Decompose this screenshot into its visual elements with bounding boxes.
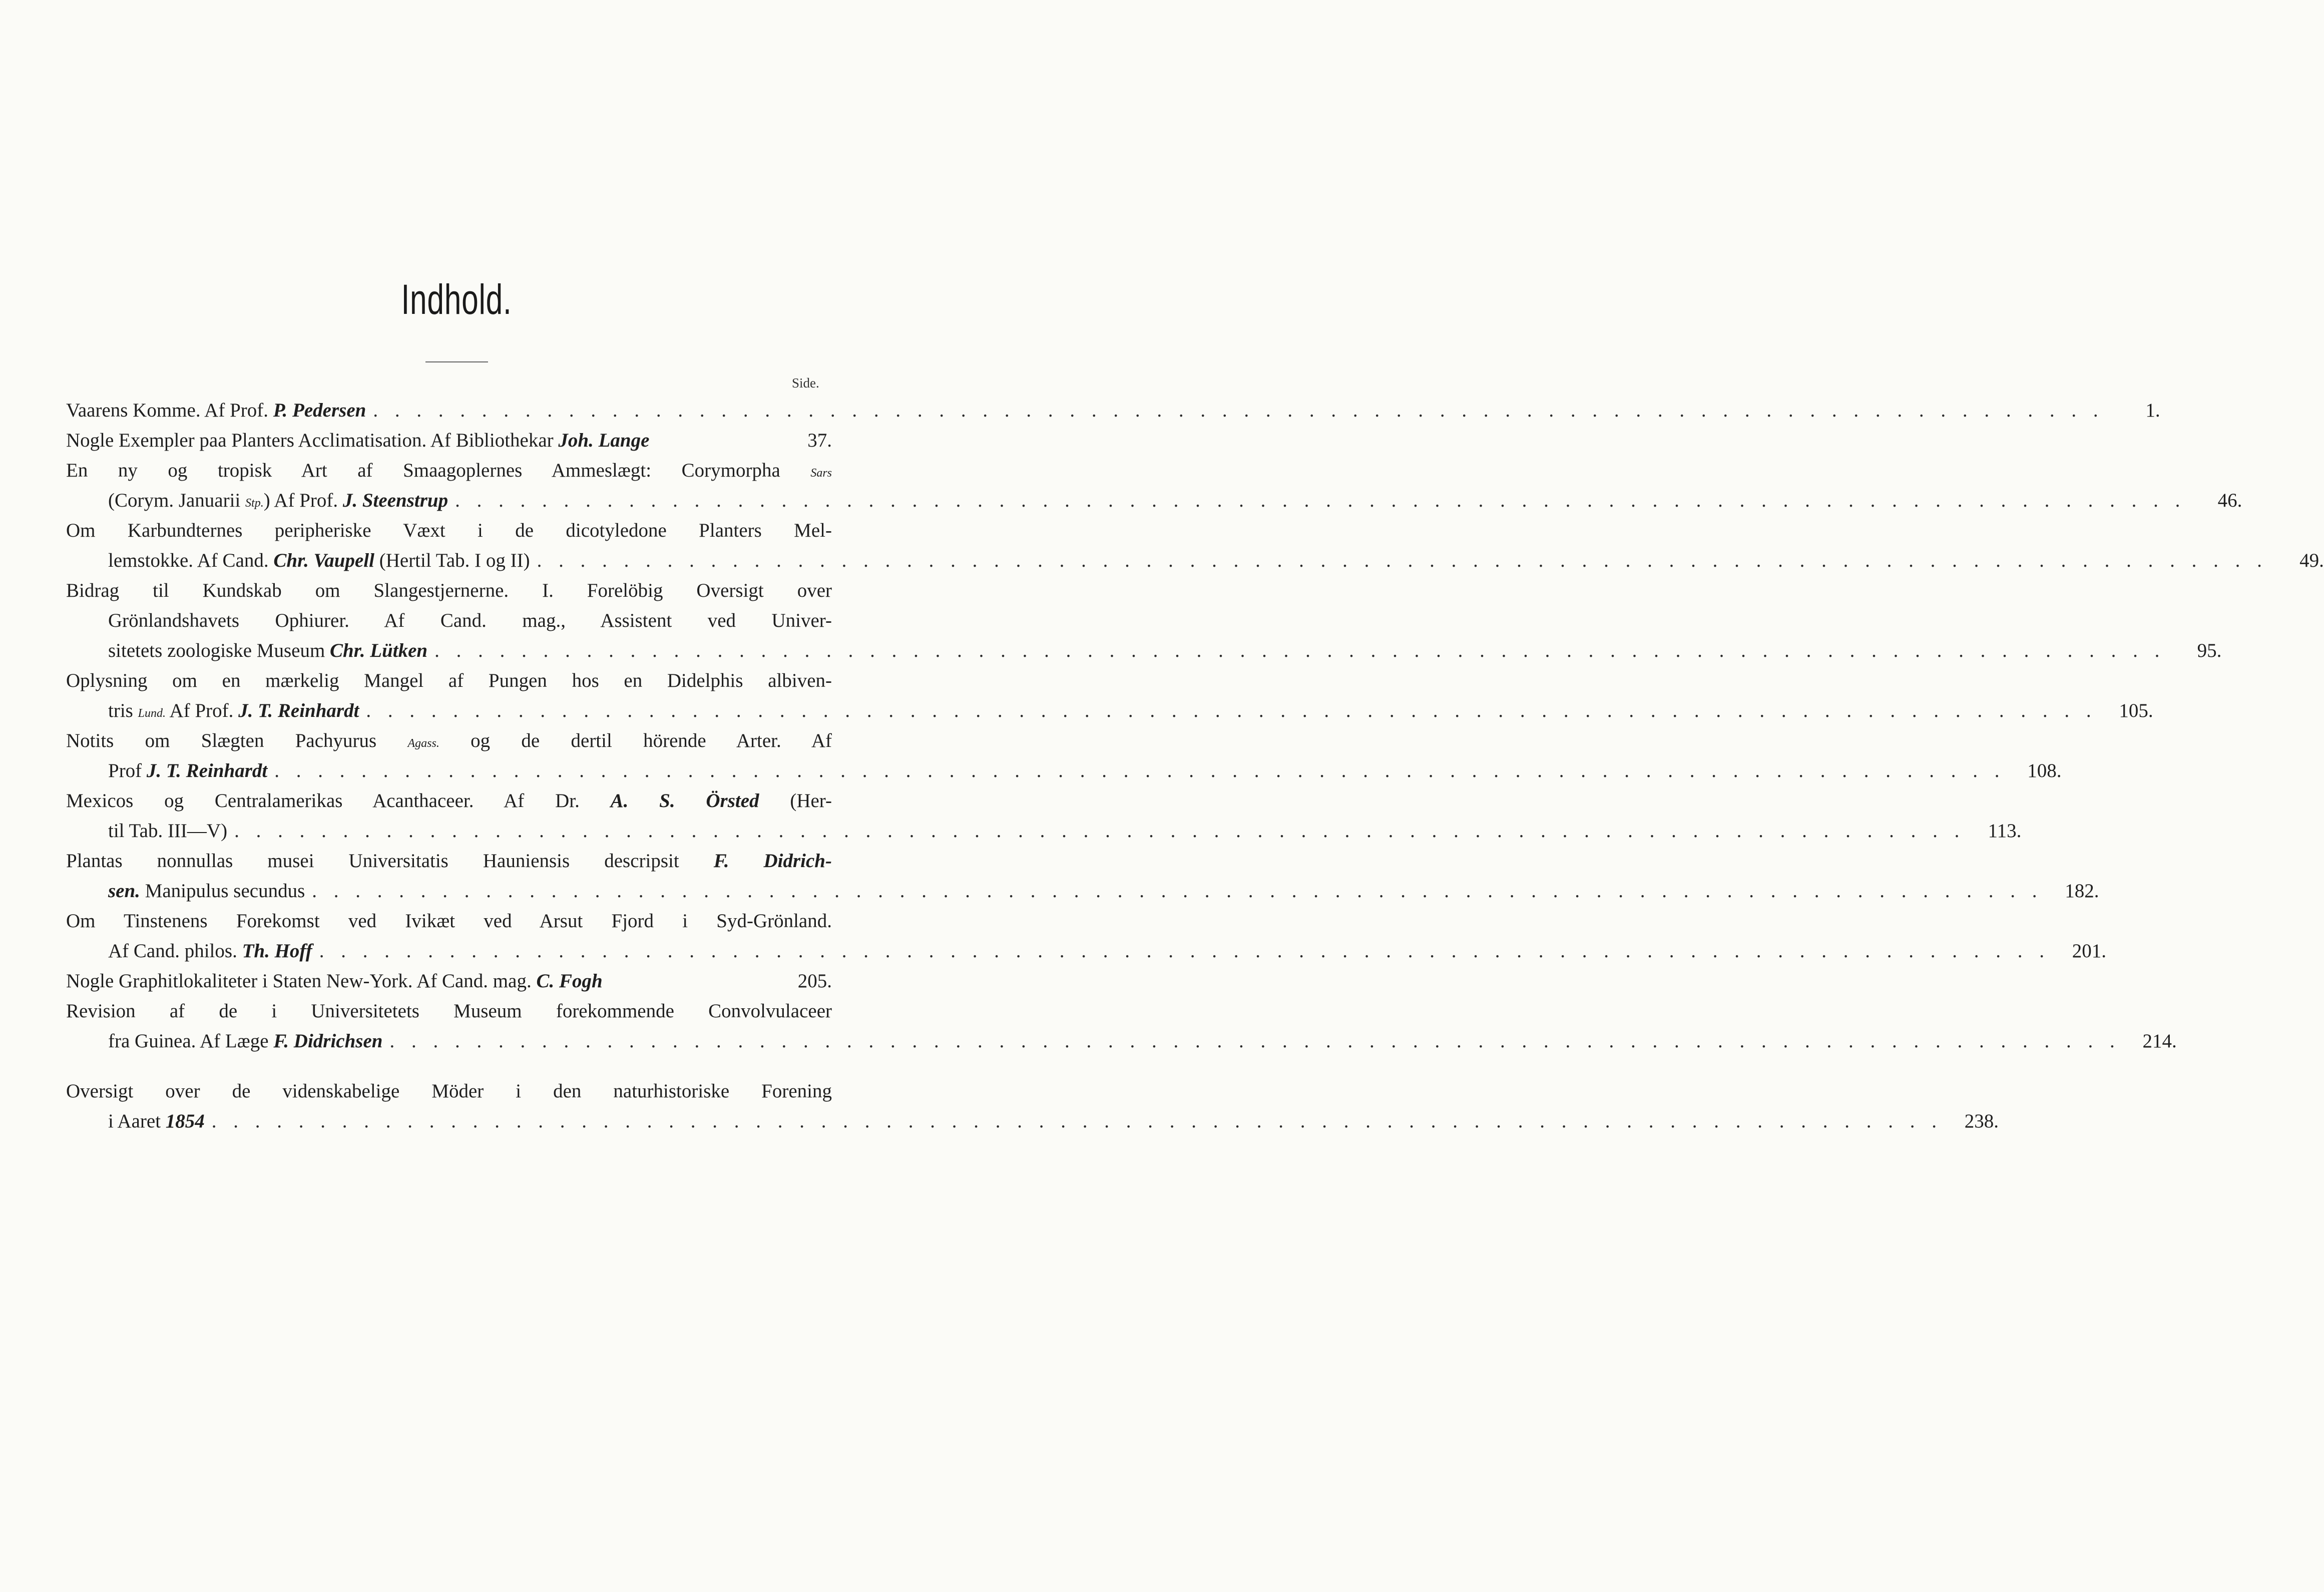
toc-entry — [66, 906, 2106, 966]
entry-text-part: Af Prof. — [165, 700, 239, 721]
entry-text — [66, 576, 832, 606]
dot-leader: . . . . . . . . . . . . . . . . . . . . . . . . . . . . . . . . . . . . . . . . . . . . . . . . . . . . . . . . . . . . . . . . . . . . . . . . . . . . . . . . — [366, 700, 2097, 721]
toc-line — [66, 546, 2324, 576]
taxon-authority: Stp. — [245, 497, 264, 510]
dot-leader: . . . . . . . . . . . . . . . . . . . . . . . . . . . . . . . . . . . . . . . . . . . . . . . . . . . . . . . . . . . . . . . . . . . . . . . . . . . . . . . . — [434, 640, 2166, 661]
entry-text — [66, 426, 649, 456]
toc-line — [66, 696, 2153, 726]
toc-line — [66, 576, 832, 606]
author-name: 1854 — [165, 1110, 205, 1132]
entry-text-part: til Tab. III—V) — [108, 820, 228, 842]
toc-entry — [66, 666, 2153, 726]
page-number: 1. — [2145, 400, 2160, 421]
entry-text — [66, 906, 832, 936]
author-name: J. Steenstrup — [342, 490, 448, 511]
author-name: P. Pedersen — [273, 400, 366, 421]
entry-text-part: Manipulus secundus — [140, 880, 305, 902]
entry-text-part: i Aaret — [108, 1110, 166, 1132]
taxon-authority: Lund. — [138, 707, 166, 720]
page-number: 214. — [2142, 1030, 2177, 1052]
toc-entry — [66, 726, 2062, 786]
entry-text — [66, 1076, 832, 1106]
toc-line — [66, 666, 832, 696]
entry-text-part: (Hertil Tab. I og II) — [374, 550, 530, 571]
toc-entry — [66, 786, 2022, 846]
page-number: 201. — [2072, 940, 2106, 962]
entry-text-part: Oplysning om en mærkelig Mangel af Pungen hos en Didelphis albiven- — [66, 670, 832, 691]
entry-text — [66, 726, 832, 758]
toc-line — [66, 606, 832, 636]
entry-text — [108, 636, 427, 666]
entry-text — [108, 1106, 205, 1136]
toc-line — [66, 426, 832, 456]
toc-entry — [66, 846, 2099, 906]
page-number: 205. — [797, 970, 832, 992]
entry-text-part: Prof — [108, 760, 147, 781]
toc-entry — [66, 1076, 1999, 1136]
entry-text-part: (Her- — [759, 790, 832, 812]
toc-entry — [66, 426, 832, 456]
page-number: 46. — [2217, 490, 2242, 511]
page-number: 113. — [1988, 820, 2022, 842]
entry-text-part: Om Tinstenens Forekomst ved Ivikæt ved Arsut Fjord i Syd-Grönland. — [66, 910, 832, 932]
author-name: Chr. Lütken — [330, 640, 428, 661]
author-name: sen. — [108, 880, 140, 902]
toc-entry — [66, 576, 2222, 666]
dot-leader: . . . . . . . . . . . . . . . . . . . . . . . . . . . . . . . . . . . . . . . . . . . . . . . . . . . . . . . . . . . . . . . . . . . . . . . . . . . . . . . . — [455, 490, 2186, 511]
author-name: J. T. Reinhardt — [238, 700, 359, 721]
toc-line — [66, 966, 832, 996]
entry-text-part: Grönlandshavets Ophiurer. Af Cand. mag., Assistent ved Univer- — [108, 610, 832, 631]
taxon-authority: Sars — [810, 467, 832, 480]
entry-text — [66, 786, 832, 816]
toc-line — [66, 936, 2106, 966]
entry-text — [66, 846, 832, 876]
toc-line — [66, 876, 2099, 906]
page-title: Indhold. — [401, 276, 512, 323]
toc-line — [66, 726, 832, 756]
page-number: 108. — [2027, 760, 2062, 781]
entry-text — [108, 1026, 383, 1056]
toc-entry — [66, 966, 832, 996]
entry-text — [66, 666, 832, 696]
entry-text-part: og de dertil hörende Arter. Af — [439, 730, 832, 751]
toc-line — [66, 395, 2160, 426]
entry-text — [108, 756, 267, 786]
entry-text-part: Mexicos og Centralamerikas Acanthaceer. Af Dr. — [66, 790, 611, 812]
entry-text-part: Om Karbundternes peripheriske Væxt i de dicotyledone Planters Mel- — [66, 520, 832, 541]
entry-text — [108, 936, 312, 966]
entry-text-part: Plantas nonnullas musei Universitatis Hauniensis descripsit — [66, 850, 714, 872]
author-name: F. Didrichsen — [273, 1030, 383, 1052]
toc-line — [66, 1076, 832, 1106]
entry-text — [66, 395, 366, 426]
entry-text — [66, 516, 832, 546]
dot-leader: . . . . . . . . . . . . . . . . . . . . . . . . . . . . . . . . . . . . . . . . . . . . . . . . . . . . . . . . . . . . . . . . . . . . . . . . . . . . . . . . — [373, 400, 2104, 421]
toc-line — [66, 756, 2062, 786]
page-number: 238. — [1964, 1110, 1999, 1132]
entry-text-part: (Corym. Januarii — [108, 490, 246, 511]
dot-leader: . . . . . . . . . . . . . . . . . . . . . . . . . . . . . . . . . . . . . . . . . . . . . . . . . . . . . . . . . . . . . . . . . . . . . . . . . . . . . . . . — [211, 1110, 1943, 1132]
toc-line — [66, 846, 832, 876]
entry-text-part: ) Af Prof. — [263, 490, 343, 511]
entry-text-part: sitetets zoologiske Museum — [108, 640, 330, 661]
dot-leader: . . . . . . . . . . . . . . . . . . . . . . . . . . . . . . . . . . . . . . . . . . . . . . . . . . . . . . . . . . . . . . . . . . . . . . . . . . . . . . . . — [389, 1030, 2121, 1052]
entry-text-part: Bidrag til Kundskab om Slangestjernerne. I. Forelöbig Oversigt over — [66, 580, 832, 601]
page-number: 49. — [2299, 550, 2324, 571]
dot-leader: . . . . . . . . . . . . . . . . . . . . . . . . . . . . . . . . . . . . . . . . . . . . . . . . . . . . . . . . . . . . . . . . . . . . . . . . . . . . . . . . — [274, 760, 2006, 781]
toc-entry — [66, 456, 2242, 516]
entry-text-part: fra Guinea. Af Læge — [108, 1030, 274, 1052]
entry-text-part: lemstokke. Af Cand. — [108, 550, 274, 571]
dot-leader: . . . . . . . . . . . . . . . . . . . . . . . . . . . . . . . . . . . . . . . . . . . . . . . . . . . . . . . . . . . . . . . . . . . . . . . . . . . . . . . . — [312, 880, 2043, 902]
entry-text-part: En ny og tropisk Art af Smaagoplernes Ammeslægt: Corymorpha — [66, 460, 811, 481]
entry-text — [66, 966, 603, 996]
page-number: 105. — [2119, 700, 2153, 721]
entry-text — [66, 456, 832, 488]
toc-line — [66, 1026, 2177, 1056]
author-name: C. Fogh — [536, 970, 603, 992]
page-number: 182. — [2065, 880, 2099, 902]
author-name: Th. Hoff — [242, 940, 312, 962]
toc-line — [66, 636, 2222, 666]
dot-leader: . . . . . . . . . . . . . . . . . . . . . . . . . . . . . . . . . . . . . . . . . . . . . . . . . . . . . . . . . . . . . . . . . . . . . . . . . . . . . . . . — [234, 820, 1966, 842]
entry-text — [108, 486, 448, 518]
entry-text-part: Oversigt over de videnskabelige Möder i den naturhistoriske Forening — [66, 1080, 832, 1102]
toc-line — [66, 456, 832, 486]
page-number: 95. — [2197, 640, 2222, 661]
toc-entry — [66, 996, 2177, 1056]
dot-leader: . . . . . . . . . . . . . . . . . . . . . . . . . . . . . . . . . . . . . . . . . . . . . . . . . . . . . . . . . . . . . . . . . . . . . . . . . . . . . . . . — [319, 940, 2050, 962]
toc-line — [66, 906, 832, 936]
entry-text-part: Revision af de i Universitetets Museum forekommende Convolvulaceer — [66, 1000, 832, 1022]
toc-line — [66, 996, 832, 1026]
page-column-label: Side. — [792, 375, 819, 390]
entry-text — [108, 546, 530, 576]
author-name: Chr. Vaupell — [273, 550, 374, 571]
entry-text — [108, 816, 227, 846]
toc-entry — [66, 395, 2160, 426]
toc-line — [66, 816, 2022, 846]
entry-text-part: tris — [108, 700, 138, 721]
dot-leader: . . . . . . . . . . . . . . . . . . . . . . . . . . . . . . . . . . . . . . . . . . . . . . . . . . . . . . . . . . . . . . . . . . . . . . . . . . . . . . . . — [537, 550, 2268, 571]
entry-text-part: Notits om Slægten Pachyurus — [66, 730, 408, 751]
entry-text — [66, 996, 832, 1026]
author-name: A. S. Örsted — [610, 790, 759, 812]
entry-text-part: Af Cand. philos. — [108, 940, 242, 962]
entry-text — [108, 876, 305, 906]
author-name: Joh. Lange — [558, 430, 650, 451]
entry-text-part: Nogle Graphitlokaliteter i Staten New-York. Af Cand. mag. — [66, 970, 537, 992]
toc-line — [66, 516, 832, 546]
title-rule — [425, 361, 488, 362]
author-name: J. T. Reinhardt — [146, 760, 268, 781]
author-name: F. Didrich- — [713, 850, 832, 872]
toc-line — [66, 1106, 1999, 1136]
entry-text-part: Vaarens Komme. Af Prof. — [66, 400, 273, 421]
entry-text-part: Nogle Exempler paa Planters Acclimatisation. Af Bibliothekar — [66, 430, 559, 451]
taxon-authority: Agass. — [407, 737, 439, 750]
toc-line — [66, 786, 832, 816]
table-of-contents — [66, 395, 2324, 1136]
entry-text — [108, 606, 832, 636]
entry-text — [108, 696, 359, 728]
toc-entry — [66, 516, 2324, 576]
page-number: 37. — [807, 430, 832, 451]
toc-line — [66, 486, 2242, 516]
